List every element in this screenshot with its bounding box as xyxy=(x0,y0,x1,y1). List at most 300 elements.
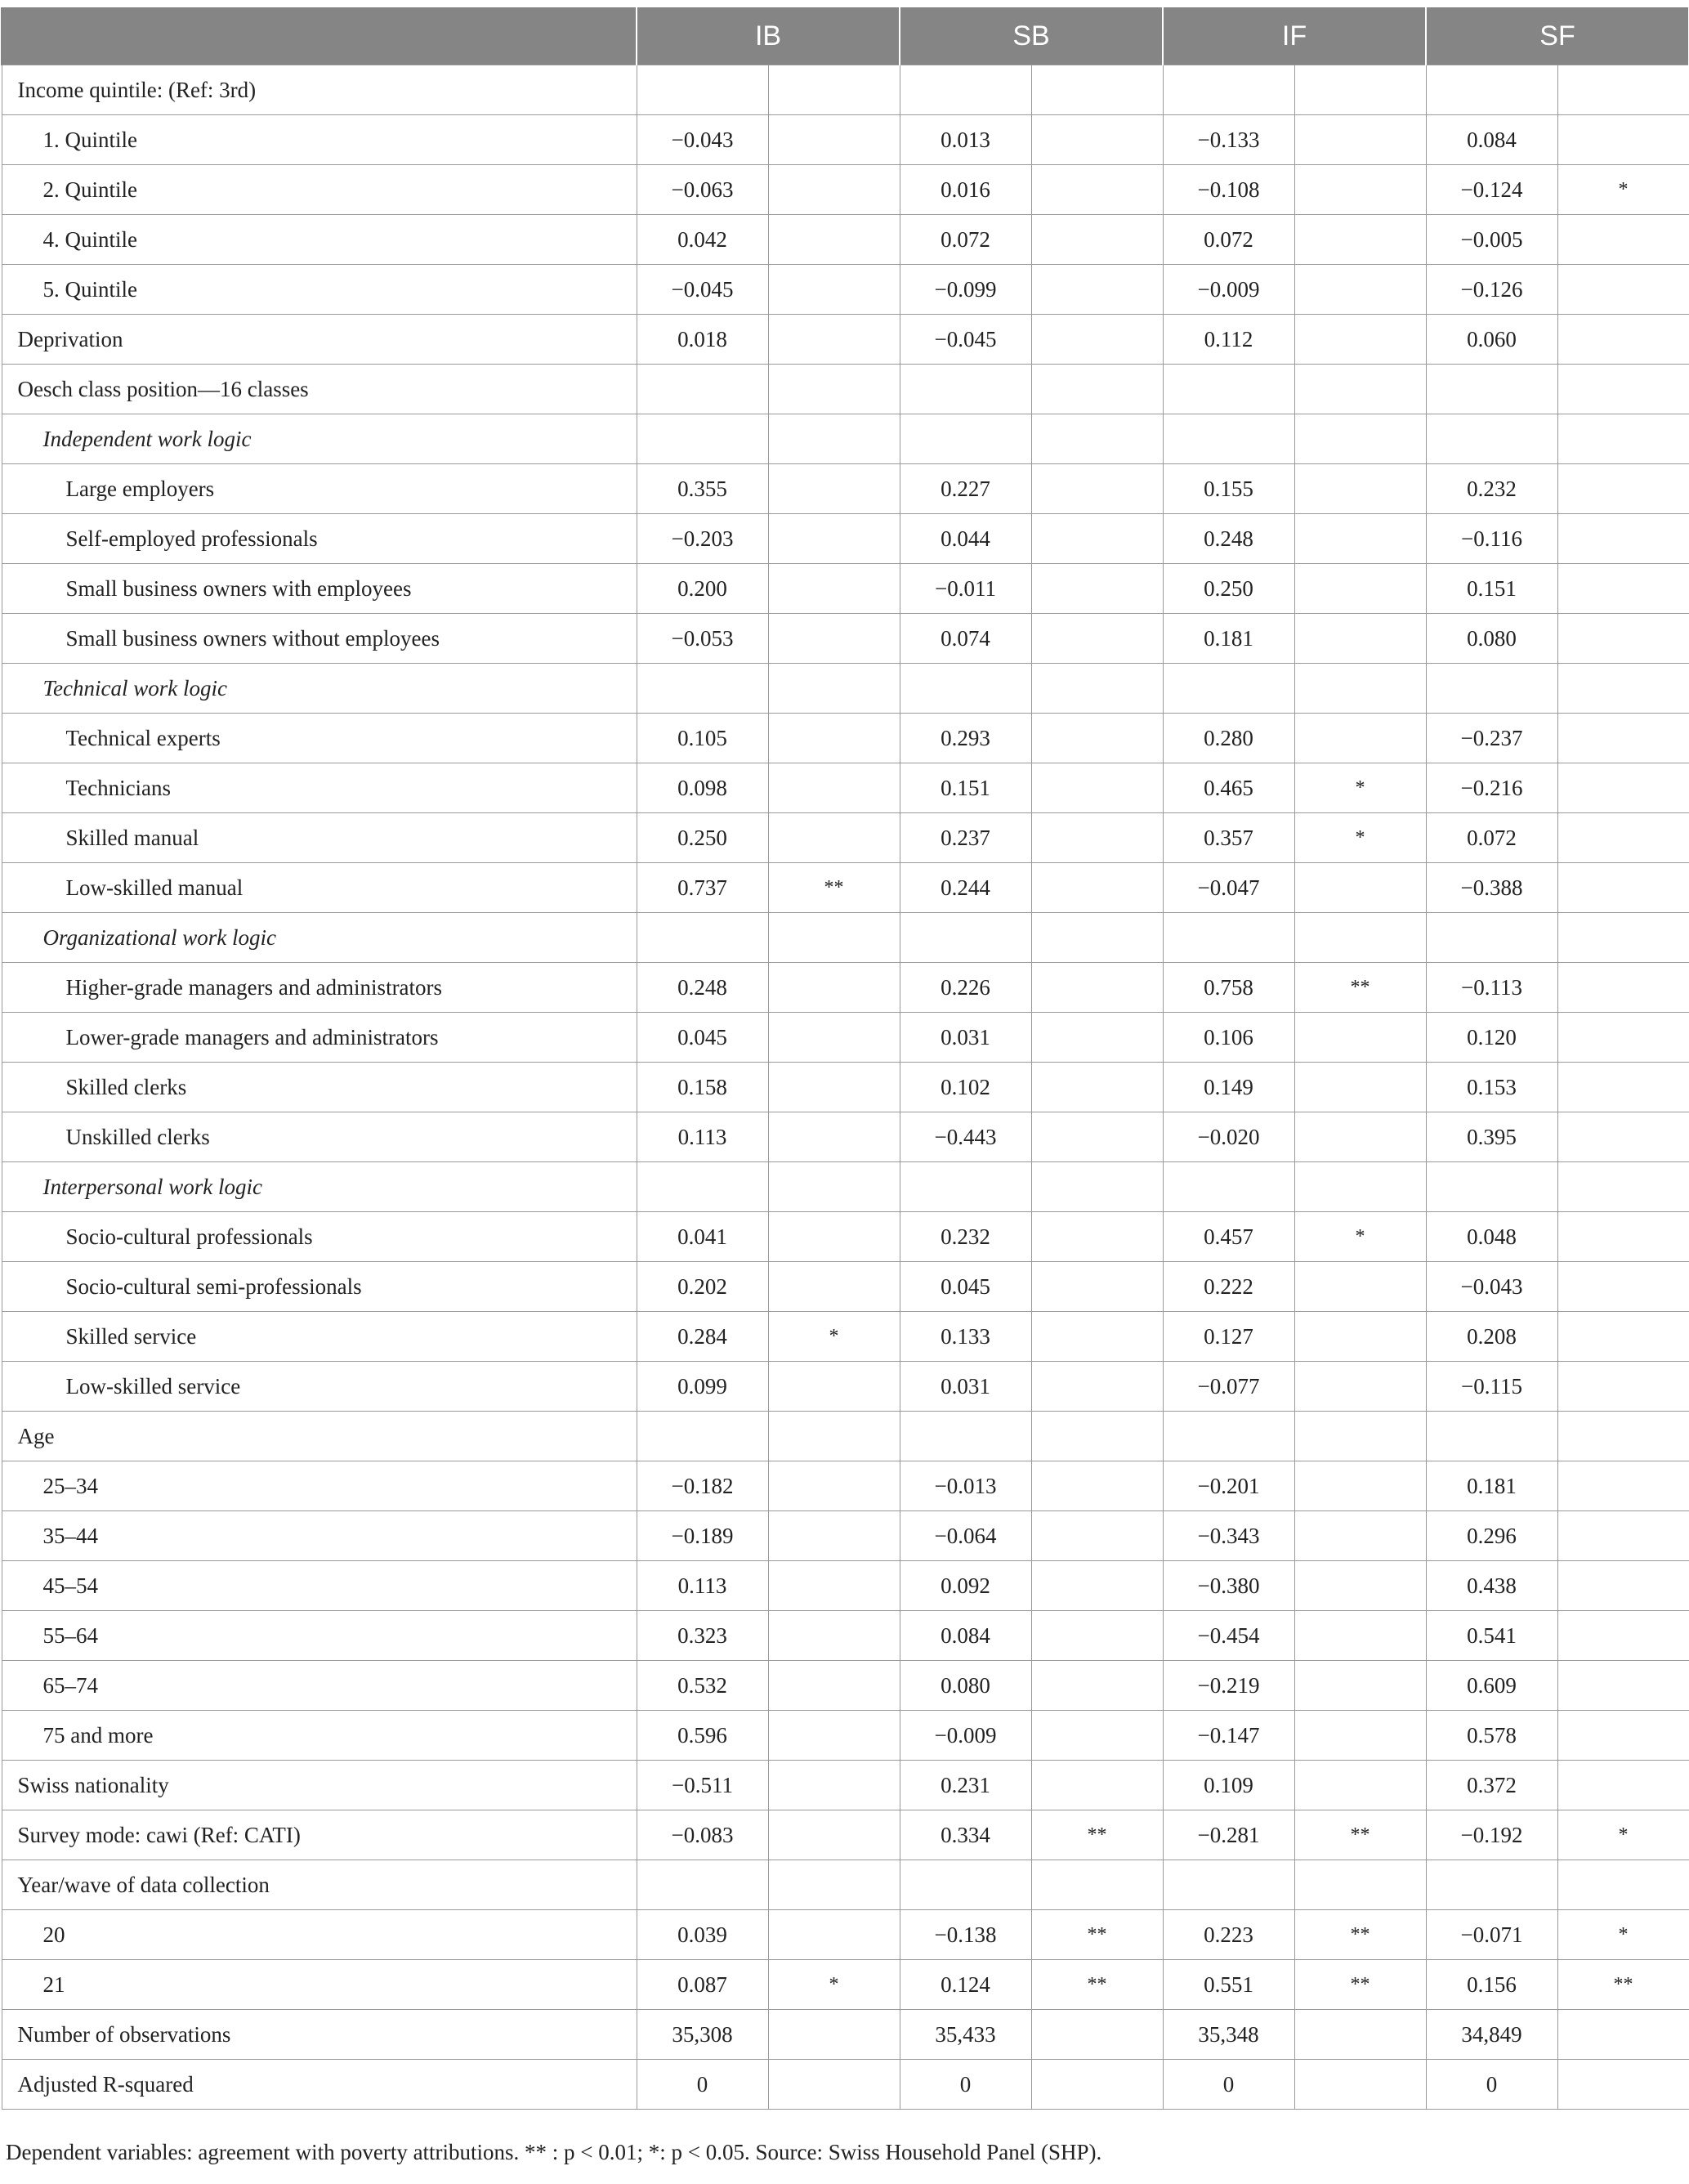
significance-cell xyxy=(768,564,900,614)
significance-cell xyxy=(1557,763,1689,813)
coefficient-cell xyxy=(637,365,768,414)
significance-cell xyxy=(1294,65,1426,115)
coefficient-cell: 0.280 xyxy=(1163,714,1294,763)
significance-cell: ** xyxy=(1294,963,1426,1013)
coefficient-cell: 0.151 xyxy=(900,763,1031,813)
significance-cell xyxy=(768,1063,900,1112)
significance-cell xyxy=(1031,1013,1163,1063)
row-label: Low-skilled service xyxy=(2,1362,637,1412)
significance-cell xyxy=(1557,1362,1689,1412)
significance-cell xyxy=(1031,963,1163,1013)
table-row xyxy=(2,464,1689,514)
significance-cell xyxy=(1557,1561,1689,1611)
significance-cell xyxy=(1031,1063,1163,1112)
significance-cell xyxy=(768,963,900,1013)
coefficient-cell: 0.124 xyxy=(900,1960,1031,2010)
coefficient-cell: 0.457 xyxy=(1163,1212,1294,1262)
coefficient-cell xyxy=(1426,664,1557,714)
significance-cell xyxy=(768,165,900,215)
coefficient-cell: 0.202 xyxy=(637,1262,768,1312)
significance-cell xyxy=(1031,1511,1163,1561)
significance-cell xyxy=(768,714,900,763)
significance-cell xyxy=(768,2060,900,2110)
significance-cell xyxy=(1557,863,1689,913)
coefficient-cell: −0.116 xyxy=(1426,514,1557,564)
coefficient-cell: 0.080 xyxy=(1426,614,1557,664)
significance-cell xyxy=(1557,215,1689,265)
coefficient-cell: −0.020 xyxy=(1163,1112,1294,1162)
significance-cell xyxy=(1031,813,1163,863)
significance-cell: * xyxy=(768,1312,900,1362)
coefficient-cell: −0.005 xyxy=(1426,215,1557,265)
significance-cell xyxy=(1294,2010,1426,2060)
coefficient-cell: −0.343 xyxy=(1163,1511,1294,1561)
row-label: 55–64 xyxy=(2,1611,637,1661)
significance-cell xyxy=(1294,1412,1426,1461)
coefficient-cell xyxy=(1426,65,1557,115)
significance-cell xyxy=(768,115,900,165)
significance-cell xyxy=(1031,1262,1163,1312)
coefficient-cell xyxy=(1163,365,1294,414)
coefficient-cell: 0.532 xyxy=(637,1661,768,1711)
coefficient-cell: −0.189 xyxy=(637,1511,768,1561)
coefficient-cell: −0.063 xyxy=(637,165,768,215)
header-col-ib: IB xyxy=(637,7,900,65)
significance-cell xyxy=(768,365,900,414)
table-row xyxy=(2,614,1689,664)
coefficient-cell: −0.009 xyxy=(900,1711,1031,1761)
coefficient-cell: 0.133 xyxy=(900,1312,1031,1362)
coefficient-cell xyxy=(1163,664,1294,714)
significance-cell xyxy=(1031,763,1163,813)
table-body xyxy=(2,65,1689,2110)
significance-cell xyxy=(768,1461,900,1511)
row-label: 20 xyxy=(2,1910,637,1960)
table-group-row xyxy=(2,913,1689,963)
significance-cell xyxy=(1031,215,1163,265)
coefficient-cell: 0.041 xyxy=(637,1212,768,1262)
coefficient-cell: −0.045 xyxy=(900,315,1031,365)
significance-cell xyxy=(768,315,900,365)
coefficient-cell xyxy=(637,1162,768,1212)
coefficient-cell: 0.080 xyxy=(900,1661,1031,1711)
significance-cell xyxy=(768,1162,900,1212)
table-row xyxy=(2,2060,1689,2110)
significance-cell xyxy=(768,1013,900,1063)
significance-cell xyxy=(768,664,900,714)
coefficient-cell: 0.293 xyxy=(900,714,1031,763)
significance-cell xyxy=(1294,315,1426,365)
table-row xyxy=(2,215,1689,265)
significance-cell xyxy=(1557,464,1689,514)
significance-cell: * xyxy=(1294,1212,1426,1262)
header-col-sb: SB xyxy=(900,7,1163,65)
coefficient-cell: 35,433 xyxy=(900,2010,1031,2060)
table-row xyxy=(2,963,1689,1013)
coefficient-cell: −0.011 xyxy=(900,564,1031,614)
coefficient-cell xyxy=(900,1412,1031,1461)
row-label: Skilled manual xyxy=(2,813,637,863)
coefficient-cell xyxy=(900,365,1031,414)
table-row xyxy=(2,813,1689,863)
table-row xyxy=(2,1860,1689,1910)
significance-cell xyxy=(1294,913,1426,963)
coefficient-cell: −0.201 xyxy=(1163,1461,1294,1511)
coefficient-cell: −0.047 xyxy=(1163,863,1294,913)
table-footnote: Dependent variables: agreement with poverty attributions. ** : p < 0.01; *: p < 0.05. Source: Swiss Household Panel (SHP). xyxy=(6,2140,1102,2164)
coefficient-cell: −0.147 xyxy=(1163,1711,1294,1761)
significance-cell xyxy=(1557,1013,1689,1063)
table-row xyxy=(2,1910,1689,1960)
significance-cell xyxy=(768,614,900,664)
significance-cell xyxy=(1557,614,1689,664)
significance-cell xyxy=(1557,265,1689,315)
significance-cell xyxy=(1557,2010,1689,2060)
significance-cell xyxy=(1031,265,1163,315)
significance-cell xyxy=(1557,1262,1689,1312)
coefficient-cell: 0.113 xyxy=(637,1561,768,1611)
significance-cell xyxy=(1557,1112,1689,1162)
coefficient-cell: −0.043 xyxy=(1426,1262,1557,1312)
coefficient-cell xyxy=(637,1412,768,1461)
coefficient-cell: 0.357 xyxy=(1163,813,1294,863)
significance-cell xyxy=(1031,664,1163,714)
significance-cell xyxy=(768,215,900,265)
table-row xyxy=(2,2010,1689,2060)
coefficient-cell: 0.060 xyxy=(1426,315,1557,365)
coefficient-cell: −0.013 xyxy=(900,1461,1031,1511)
coefficient-cell: 0.244 xyxy=(900,863,1031,913)
row-label: Age xyxy=(2,1412,637,1461)
significance-cell xyxy=(1294,115,1426,165)
coefficient-cell: 0.120 xyxy=(1426,1013,1557,1063)
significance-cell xyxy=(768,414,900,464)
significance-cell: ** xyxy=(1294,1960,1426,2010)
significance-cell xyxy=(1294,1013,1426,1063)
table-row xyxy=(2,1312,1689,1362)
significance-cell xyxy=(768,763,900,813)
significance-cell xyxy=(1031,514,1163,564)
coefficient-cell: 0.232 xyxy=(1426,464,1557,514)
coefficient-cell: 0.323 xyxy=(637,1611,768,1661)
coefficient-cell: 0.231 xyxy=(900,1761,1031,1810)
row-label: Technical experts xyxy=(2,714,637,763)
significance-cell: ** xyxy=(1031,1960,1163,2010)
significance-cell xyxy=(1031,1412,1163,1461)
significance-cell xyxy=(768,1511,900,1561)
table-row xyxy=(2,714,1689,763)
coefficient-cell: 0.284 xyxy=(637,1312,768,1362)
significance-cell xyxy=(768,813,900,863)
coefficient-cell: 0.098 xyxy=(637,763,768,813)
coefficient-cell: 0.334 xyxy=(900,1810,1031,1860)
coefficient-cell: −0.053 xyxy=(637,614,768,664)
significance-cell xyxy=(1031,1461,1163,1511)
coefficient-cell: −0.203 xyxy=(637,514,768,564)
coefficient-cell xyxy=(900,414,1031,464)
coefficient-cell: 0.250 xyxy=(637,813,768,863)
significance-cell xyxy=(1031,1661,1163,1711)
coefficient-cell: 0.039 xyxy=(637,1910,768,1960)
significance-cell: * xyxy=(1557,165,1689,215)
significance-cell xyxy=(1557,1860,1689,1910)
significance-cell xyxy=(1557,1711,1689,1761)
coefficient-cell xyxy=(1426,365,1557,414)
significance-cell xyxy=(1031,714,1163,763)
table-row xyxy=(2,1013,1689,1063)
coefficient-cell: 0.438 xyxy=(1426,1561,1557,1611)
header-blank-cell xyxy=(2,7,637,65)
significance-cell xyxy=(1031,65,1163,115)
row-label: Large employers xyxy=(2,464,637,514)
coefficient-cell: −0.454 xyxy=(1163,1611,1294,1661)
significance-cell xyxy=(1031,464,1163,514)
row-label: 65–74 xyxy=(2,1661,637,1711)
coefficient-cell: −0.043 xyxy=(637,115,768,165)
significance-cell xyxy=(1557,1063,1689,1112)
significance-cell xyxy=(1294,265,1426,315)
significance-cell xyxy=(1294,1262,1426,1312)
coefficient-cell: −0.219 xyxy=(1163,1661,1294,1711)
table-row xyxy=(2,863,1689,913)
coefficient-cell xyxy=(637,664,768,714)
significance-cell xyxy=(768,1561,900,1611)
significance-cell xyxy=(1557,315,1689,365)
row-label: 45–54 xyxy=(2,1561,637,1611)
significance-cell xyxy=(1557,1162,1689,1212)
significance-cell xyxy=(1031,1611,1163,1661)
table-row xyxy=(2,1063,1689,1112)
table-row xyxy=(2,514,1689,564)
coefficient-cell: 0.758 xyxy=(1163,963,1294,1013)
coefficient-cell: 0.223 xyxy=(1163,1910,1294,1960)
coefficient-cell: 0.072 xyxy=(1426,813,1557,863)
coefficient-cell: 0.156 xyxy=(1426,1960,1557,2010)
significance-cell xyxy=(1294,365,1426,414)
coefficient-cell: 0.158 xyxy=(637,1063,768,1112)
significance-cell xyxy=(1557,813,1689,863)
significance-cell: * xyxy=(1294,813,1426,863)
coefficient-cell: 0.018 xyxy=(637,315,768,365)
significance-cell xyxy=(1031,1561,1163,1611)
row-label: Low-skilled manual xyxy=(2,863,637,913)
significance-cell xyxy=(768,1611,900,1661)
coefficient-cell: 0.044 xyxy=(900,514,1031,564)
significance-cell xyxy=(1294,414,1426,464)
row-label: 35–44 xyxy=(2,1511,637,1561)
table-row xyxy=(2,1810,1689,1860)
table-row xyxy=(2,1711,1689,1761)
coefficient-cell: 0.355 xyxy=(637,464,768,514)
coefficient-cell: 0.084 xyxy=(1426,115,1557,165)
row-label: Adjusted R-squared xyxy=(2,2060,637,2110)
significance-cell: * xyxy=(1557,1910,1689,1960)
coefficient-cell: 0.227 xyxy=(900,464,1031,514)
coefficient-cell: 0.042 xyxy=(637,215,768,265)
significance-cell xyxy=(768,1860,900,1910)
row-label: Small business owners without employees xyxy=(2,614,637,664)
coefficient-cell xyxy=(1163,1860,1294,1910)
row-label: Deprivation xyxy=(2,315,637,365)
significance-cell xyxy=(1031,2010,1163,2060)
significance-cell xyxy=(1557,1212,1689,1262)
significance-cell xyxy=(768,1112,900,1162)
significance-cell xyxy=(1031,913,1163,963)
coefficient-cell: 0.226 xyxy=(900,963,1031,1013)
coefficient-cell: 0.153 xyxy=(1426,1063,1557,1112)
coefficient-cell xyxy=(1163,1162,1294,1212)
significance-cell xyxy=(1294,464,1426,514)
coefficient-cell: 0.296 xyxy=(1426,1511,1557,1561)
coefficient-cell: 0.181 xyxy=(1163,614,1294,664)
coefficient-cell: −0.511 xyxy=(637,1761,768,1810)
significance-cell xyxy=(1294,1312,1426,1362)
coefficient-cell: −0.192 xyxy=(1426,1810,1557,1860)
coefficient-cell xyxy=(1163,913,1294,963)
row-label: Socio-cultural semi-professionals xyxy=(2,1262,637,1312)
significance-cell xyxy=(1294,863,1426,913)
coefficient-cell: 0 xyxy=(1426,2060,1557,2110)
coefficient-cell: 0.074 xyxy=(900,614,1031,664)
significance-cell: ** xyxy=(768,863,900,913)
significance-cell xyxy=(1557,1412,1689,1461)
significance-cell xyxy=(1031,1312,1163,1362)
row-label: 2. Quintile xyxy=(2,165,637,215)
row-label: Socio-cultural professionals xyxy=(2,1212,637,1262)
significance-cell xyxy=(1294,1162,1426,1212)
coefficient-cell: 0.099 xyxy=(637,1362,768,1412)
significance-cell xyxy=(1294,215,1426,265)
table-row xyxy=(2,1362,1689,1412)
significance-cell: ** xyxy=(1294,1810,1426,1860)
row-label: 5. Quintile xyxy=(2,265,637,315)
coefficient-cell xyxy=(900,1860,1031,1910)
table-group-row xyxy=(2,664,1689,714)
coefficient-cell xyxy=(900,1162,1031,1212)
coefficient-cell: −0.083 xyxy=(637,1810,768,1860)
coefficient-cell: −0.115 xyxy=(1426,1362,1557,1412)
significance-cell xyxy=(1294,1761,1426,1810)
coefficient-cell: 0.151 xyxy=(1426,564,1557,614)
significance-cell xyxy=(1031,1362,1163,1412)
coefficient-cell: 0 xyxy=(1163,2060,1294,2110)
significance-cell xyxy=(1557,963,1689,1013)
significance-cell xyxy=(768,1262,900,1312)
significance-cell xyxy=(1294,664,1426,714)
significance-cell xyxy=(1294,165,1426,215)
coefficient-cell: 0.031 xyxy=(900,1362,1031,1412)
coefficient-cell: 0.045 xyxy=(637,1013,768,1063)
coefficient-cell: −0.108 xyxy=(1163,165,1294,215)
row-label: 21 xyxy=(2,1960,637,2010)
row-label: 4. Quintile xyxy=(2,215,637,265)
table-row xyxy=(2,1262,1689,1312)
coefficient-cell xyxy=(900,65,1031,115)
significance-cell xyxy=(1031,165,1163,215)
table-row xyxy=(2,763,1689,813)
coefficient-cell: 0.609 xyxy=(1426,1661,1557,1711)
coefficient-cell xyxy=(637,913,768,963)
significance-cell xyxy=(1557,1611,1689,1661)
coefficient-cell xyxy=(1426,913,1557,963)
coefficient-cell: −0.077 xyxy=(1163,1362,1294,1412)
coefficient-cell: 0.112 xyxy=(1163,315,1294,365)
coefficient-cell: −0.388 xyxy=(1426,863,1557,913)
row-label: Skilled service xyxy=(2,1312,637,1362)
significance-cell xyxy=(1294,1063,1426,1112)
row-label: 75 and more xyxy=(2,1711,637,1761)
significance-cell xyxy=(1294,1711,1426,1761)
coefficient-cell: 0.127 xyxy=(1163,1312,1294,1362)
significance-cell: * xyxy=(1557,1810,1689,1860)
significance-cell xyxy=(1031,1112,1163,1162)
table-row xyxy=(2,1960,1689,2010)
coefficient-cell: 0.106 xyxy=(1163,1013,1294,1063)
row-label: Number of observations xyxy=(2,2010,637,2060)
coefficient-cell: 34,849 xyxy=(1426,2010,1557,2060)
coefficient-cell: 0.578 xyxy=(1426,1711,1557,1761)
coefficient-cell xyxy=(637,414,768,464)
coefficient-cell xyxy=(1426,1412,1557,1461)
coefficient-cell: 0.105 xyxy=(637,714,768,763)
table-header xyxy=(2,7,1689,65)
coefficient-cell: 0.181 xyxy=(1426,1461,1557,1511)
coefficient-cell: 0.737 xyxy=(637,863,768,913)
coefficient-cell: 0.016 xyxy=(900,165,1031,215)
significance-cell xyxy=(1294,514,1426,564)
group-label: Independent work logic xyxy=(2,414,637,464)
coefficient-cell: −0.133 xyxy=(1163,115,1294,165)
significance-cell xyxy=(1557,913,1689,963)
significance-cell xyxy=(1031,1860,1163,1910)
coefficient-cell: −0.099 xyxy=(900,265,1031,315)
coefficient-cell: −0.124 xyxy=(1426,165,1557,215)
header-col-if: IF xyxy=(1163,7,1426,65)
coefficient-cell xyxy=(1163,65,1294,115)
coefficient-cell xyxy=(1426,414,1557,464)
coefficient-cell: 35,308 xyxy=(637,2010,768,2060)
significance-cell xyxy=(1557,115,1689,165)
table-row xyxy=(2,115,1689,165)
significance-cell xyxy=(1031,365,1163,414)
significance-cell xyxy=(768,65,900,115)
coefficient-cell: 0.541 xyxy=(1426,1611,1557,1661)
significance-cell xyxy=(1294,564,1426,614)
row-label: 25–34 xyxy=(2,1461,637,1511)
significance-cell xyxy=(1294,1661,1426,1711)
table-row xyxy=(2,65,1689,115)
significance-cell xyxy=(1294,1362,1426,1412)
significance-cell xyxy=(1031,564,1163,614)
coefficient-cell xyxy=(1426,1162,1557,1212)
coefficient-cell: −0.216 xyxy=(1426,763,1557,813)
table-row xyxy=(2,1112,1689,1162)
coefficient-cell: 0.087 xyxy=(637,1960,768,2010)
coefficient-cell: 0.237 xyxy=(900,813,1031,863)
significance-cell xyxy=(1557,1461,1689,1511)
significance-cell: ** xyxy=(1031,1810,1163,1860)
coefficient-cell: −0.237 xyxy=(1426,714,1557,763)
regression-table xyxy=(1,7,1689,2110)
table-row xyxy=(2,1661,1689,1711)
row-label: Swiss nationality xyxy=(2,1761,637,1810)
coefficient-cell: −0.138 xyxy=(900,1910,1031,1960)
significance-cell xyxy=(1557,1761,1689,1810)
row-label: Oesch class position—16 classes xyxy=(2,365,637,414)
significance-cell xyxy=(768,2010,900,2060)
significance-cell xyxy=(768,1810,900,1860)
significance-cell xyxy=(1294,1611,1426,1661)
